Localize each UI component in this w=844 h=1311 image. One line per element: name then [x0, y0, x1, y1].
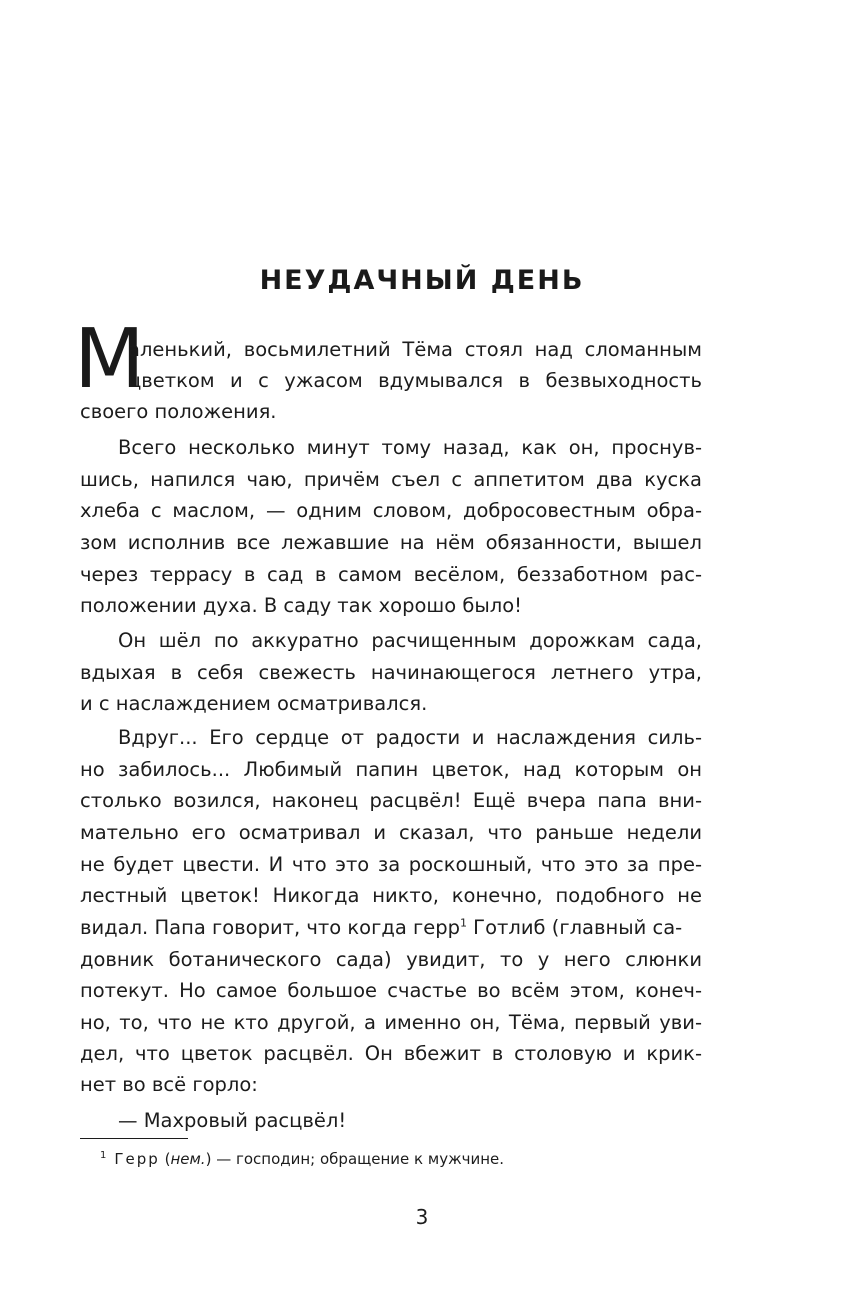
text-line: зом исполнив все лежавшие на нём обязанности, вышел — [80, 531, 702, 554]
text-line: своего положения. — [80, 400, 277, 423]
footnote-language: нем. — [170, 1150, 206, 1168]
text-line: не будет цвести. И что это за роскошный, что это за пре- — [80, 853, 702, 876]
text-line: но, то, что не кто другой, а именно он, Тёма, первый уви- — [80, 1011, 702, 1034]
footnote-divider — [80, 1138, 188, 1139]
footnote-reference: 1 — [459, 916, 467, 930]
page-number: 3 — [415, 1205, 429, 1229]
footnote — [100, 1148, 504, 1170]
text-line: Вдруг... Его сердце от радости и наслаждения силь- — [118, 726, 702, 749]
text-segment: видал. Папа говорит, что когда герр — [80, 916, 460, 939]
text-line: через террасу в сад в самом весёлом, беззаботном рас- — [80, 563, 702, 586]
text-line: мательно его осматривал и сказал, что раньше недели — [80, 821, 702, 844]
text-line: и с наслаждением осматривался. — [80, 692, 428, 715]
footnote-paren: ( — [164, 1150, 171, 1168]
text-line: Он шёл по аккуратно расчищенным дорожкам сада, — [118, 629, 702, 652]
text-line: столько возился, наконец расцвёл! Ещё вчера папа вни- — [80, 789, 702, 812]
text-line: положении духа. В саду так хорошо было! — [80, 594, 522, 617]
text-line: шись, напился чаю, причём съел с аппетитом два куска — [80, 468, 702, 491]
text-line: но забилось... Любимый папин цветок, над которым он — [80, 758, 702, 781]
text-segment: Готлиб (главный са- — [473, 916, 683, 939]
text-line: лестный цветок! Никогда никто, конечно, подобного не — [80, 884, 702, 907]
text-line: хлеба с маслом, — одним словом, добросовестным обра- — [80, 499, 702, 522]
text-line: цветком и с ужасом вдумывался в безвыходность — [128, 369, 702, 392]
text-line: вдыхая в себя свежесть начинающегося летнего утра, — [80, 661, 702, 684]
text-line: довник ботанического сада) увидит, то у него слюнки — [80, 948, 702, 971]
footnote-marker: 1 — [100, 1150, 107, 1161]
text-line: дел, что цветок расцвёл. Он вбежит в столовую и крик- — [80, 1042, 702, 1065]
chapter-title: НЕУДАЧНЫЙ ДЕНЬ — [259, 265, 585, 296]
text-line: нет во всё горло: — [80, 1073, 258, 1096]
footnote-definition: — господин; обращение к мужчине. — [211, 1150, 504, 1168]
text-line: Всего несколько минут тому назад, как он, проснув- — [118, 436, 702, 459]
text-line: потекут. Но самое большое счастье во всём этом, конеч- — [80, 979, 702, 1002]
text-line: — Махровый расцвёл! — [118, 1109, 347, 1132]
text-line: аленький, восьмилетний Тёма стоял над сломанным — [128, 338, 702, 361]
footnote-term: Герр — [114, 1150, 160, 1168]
text-line — [80, 914, 682, 941]
footnote-paren: ) — [205, 1150, 212, 1168]
drop-cap: М — [74, 312, 145, 407]
